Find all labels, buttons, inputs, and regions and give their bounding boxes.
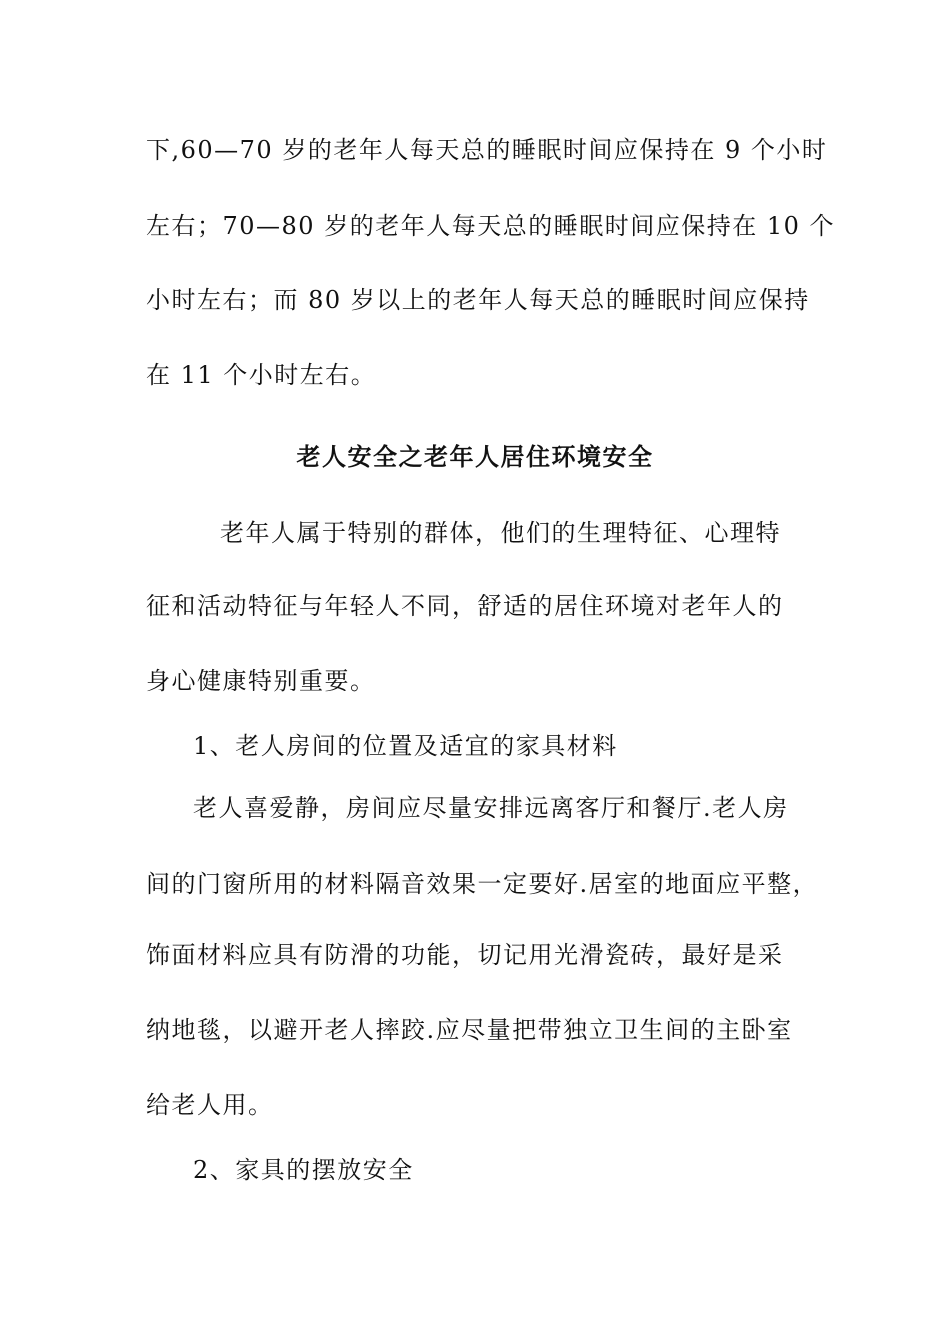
- paragraph2-line-3: 饰面材料应具有防滑的功能，切记用光滑瓷砖，最好是采: [146, 941, 784, 969]
- paragraph1-line-1: 老年人属于特别的群体，他们的生理特征、心理特: [220, 519, 781, 547]
- paragraph2-line-4: 纳地毯，以避开老人摔跤.应尽量把带独立卫生间的主卧室: [146, 1016, 793, 1044]
- intro-line-3: 小时左右；而 80 岁以上的老年人每天总的睡眠时间应保持: [146, 286, 810, 314]
- paragraph2-line-2: 间的门窗所用的材料隔音效果一定要好.居室的地面应平整，: [146, 870, 819, 898]
- section-title: 老人安全之老年人居住环境安全: [296, 443, 654, 471]
- item1-heading: 1、老人房间的位置及适宜的家具材料: [193, 732, 618, 760]
- item2-heading: 2、家具的摆放安全: [193, 1156, 414, 1184]
- paragraph1-line-2: 征和活动特征与年轻人不同，舒适的居住环境对老年人的: [146, 592, 784, 620]
- paragraph2-line-5: 给老人用。: [146, 1091, 274, 1119]
- intro-line-1: 下,60—70 岁的老年人每天总的睡眠时间应保持在 9 个小时: [146, 136, 828, 164]
- intro-line-4: 在 11 个小时左右。: [146, 361, 377, 389]
- paragraph1-line-3: 身心健康特别重要。: [146, 667, 376, 695]
- intro-line-2: 左右；70—80 岁的老年人每天总的睡眠时间应保持在 10 个: [146, 212, 836, 240]
- paragraph2-line-1: 老人喜爱静，房间应尽量安排远离客厅和餐厅.老人房: [193, 794, 789, 822]
